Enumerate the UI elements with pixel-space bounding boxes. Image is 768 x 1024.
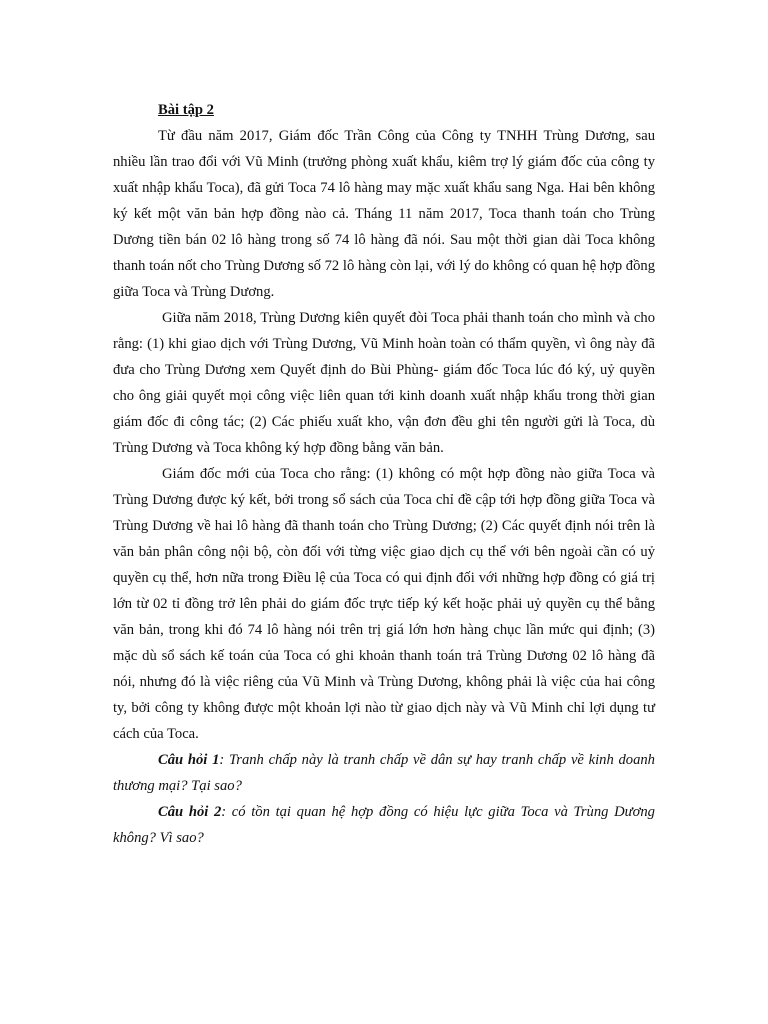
document-page (113, 97, 655, 851)
question-2-text: : có tồn tại quan hệ hợp đồng có hiệu lực giữa Toca và Trùng Dương không? Vì sao? (113, 804, 655, 846)
paragraph-3: Giám đốc mới của Toca cho rằng: (1) không có một hợp đồng nào giữa Toca và Trùng Dương được ký kết, bởi trong sổ sách của Toca chỉ đề cập tới hợp đồng giữa Toca và Trùng Dương về hai lô hàng đã thanh toán cho Trùng Dương; (2) Các quyết định nói trên là văn bản phân công nội bộ, còn đối với từng việc giao dịch cụ thể với bên ngoài cần có uỷ quyền cụ thể, hơn nữa trong Điều lệ của Toca có qui định đối với những hợp đồng có giá trị lớn từ 02 tỉ đồng trở lên phải do giám đốc trực tiếp ký kết hoặc phải uỷ quyền cụ thể bằng văn bản, trong khi đó 74 lô hàng nói trên trị giá lớn hơn hàng chục lần mức qui định; (3) mặc dù sổ sách kế toán của Toca có ghi khoản thanh toán trả Trùng Dương 02 lô hàng đã nói, nhưng đó là việc riêng của Vũ Minh và Trùng Dương, không phải là việc của hai công ty, bởi công ty không được một khoản lợi nào từ giao dịch này và Vũ Minh chỉ lợi dụng tư cách của Toca. (113, 466, 655, 742)
question-1-text: : Tranh chấp này là tranh chấp về dân sự hay tranh chấp về kinh doanh thương mại? Tại sao? (113, 752, 655, 794)
question-1 (113, 747, 655, 799)
question-2 (113, 799, 655, 851)
question-2-label: Câu hỏi 2 (158, 804, 222, 820)
exercise-heading: Bài tập 2 (158, 102, 214, 118)
question-1-label: Câu hỏi 1 (158, 752, 220, 768)
paragraph-2: Giữa năm 2018, Trùng Dương kiên quyết đòi Toca phải thanh toán cho mình và cho rằng: (1) khi giao dịch với Trùng Dương, Vũ Minh hoàn toàn có thẩm quyền, vì ông này đã đưa cho Trùng Dương xem Quyết định do Bùi Phùng- giám đốc Toca lúc đó ký, uỷ quyền cho ông giải quyết mọi công việc liên quan tới kinh doanh xuất nhập khẩu trong thời gian giám đốc đi công tác; (2) Các phiếu xuất kho, vận đơn đều ghi tên người gửi là Toca, dù Trùng Dương và Toca không ký hợp đồng bằng văn bản. (113, 310, 655, 456)
paragraph-1: Từ đầu năm 2017, Giám đốc Trần Công của Công ty TNHH Trùng Dương, sau nhiều lần trao đổi với Vũ Minh (trưởng phòng xuất khẩu, kiêm trợ lý giám đốc của công ty xuất nhập khẩu Toca), đã gửi Toca 74 lô hàng may mặc xuất khẩu sang Nga. Hai bên không ký kết một văn bản hợp đồng nào cả. Tháng 11 năm 2017, Toca thanh toán cho Trùng Dương tiền bán 02 lô hàng trong số 74 lô hàng đã nói. Sau một thời gian dài Toca không thanh toán nốt cho Trùng Dương số 72 lô hàng còn lại, với lý do không có quan hệ hợp đồng giữa Toca và Trùng Dương. (113, 128, 655, 300)
